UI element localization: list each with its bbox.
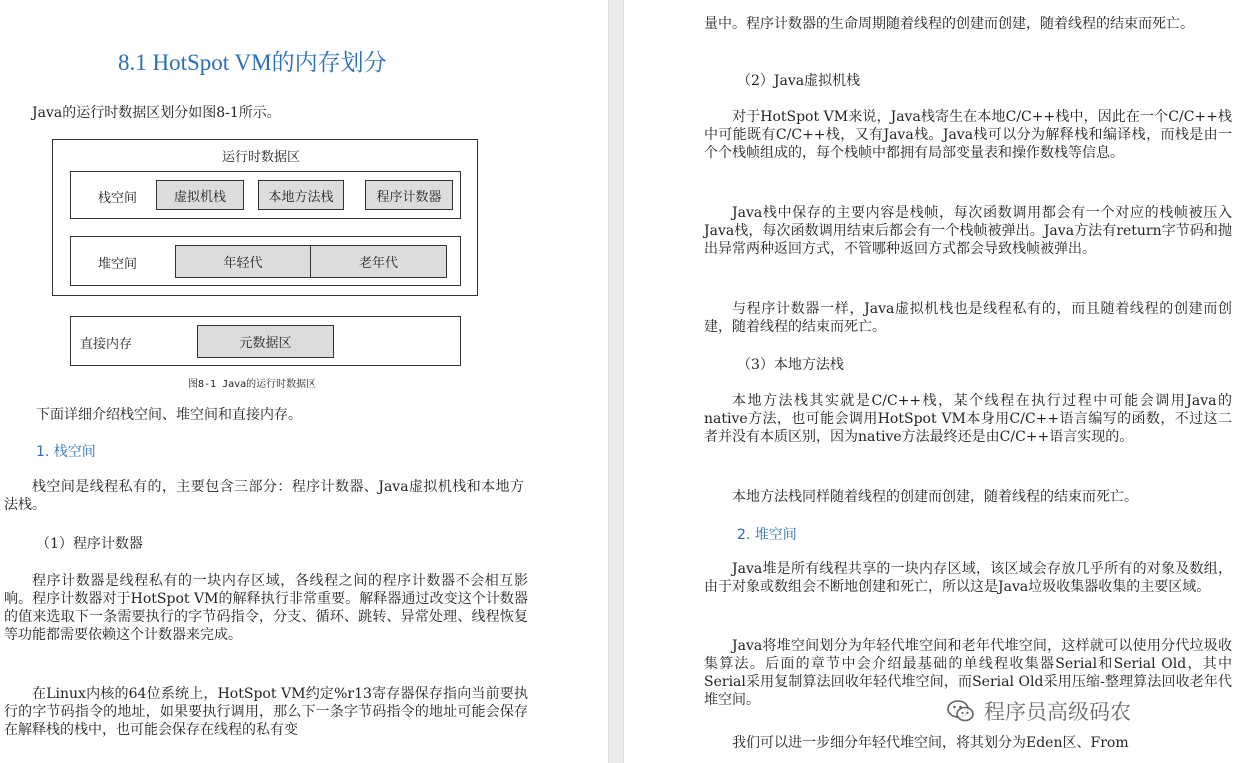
young-gen-cell: 年轻代 [175,245,311,278]
subheading-native-stack: （3）本地方法栈 [737,357,844,373]
lead-paragraph: 下面详细介绍栈空间、堆空间和直接内存。 [36,407,302,423]
runtime-data-area-title: 运行时数据区 [222,150,301,165]
old-gen-cell: 老年代 [310,245,447,278]
figure-caption: 图8-1 Java的运行时数据区 [188,379,317,390]
wechat-icon [946,698,976,724]
metaspace-cell: 元数据区 [197,325,334,358]
program-counter-paragraph: 程序计数器是线程私有的一块内存区域，各线程之间的程序计数器不会相互影响。程序计数器对于HotSpot VM的解释执行非常重要。解释器通过改变这个计数器的值来选取下一条需要执行的字节码指令，分支、循环、跳转、异常处理、线程恢复等功能都需要依赖这个计数器来完成。 [4,573,528,643]
jvm-stack-paragraph: 对于HotSpot VM来说，Java栈寄生在本地C/C++栈中，因此在一个C/C++栈中可能既有C/C++栈，又有Java栈。Java栈可以分为解释栈和编译栈，而栈是由一个个栈帧组成的，每个栈帧中都拥有局部变量表和操作数栈等信息。 [704,109,1232,161]
linux-register-paragraph: 在Linux内核的64位系统上，HotSpot VM约定%r13寄存器保存指向当前要执行的字节码指令的地址，如果要执行调用，那么下一条字节码指令的地址可能会保存在解释栈的栈中，也可能会保存在线程的私有变 [4,686,528,738]
stack-space-label: 栈空间 [98,191,138,206]
section-heading-heap: 2. 堆空间 [737,527,797,543]
program-counter-cell: 程序计数器 [365,180,453,210]
chapter-title: 8.1 HotSpot VM的内存划分 [118,50,387,75]
section-heading-stack: 1. 栈空间 [36,444,96,460]
stack-frame-paragraph: Java栈中保存的主要内容是栈帧，每次函数调用都会有一个对应的栈帧被压入Java栈，每次函数调用结束后都会有一个栈帧被弹出。Java方法有return字节码和抛出异常两种返回方式，不管哪种返回方式都会导致栈帧被弹出。 [704,205,1232,257]
native-stack-paragraph: 本地方法栈其实就是C/C++栈，某个线程在执行过程中可能会调用Java的native方法，也可能会调用HotSpot VM本身用C/C++语言编写的函数，不过这二者并没有本质区别，因为native方法最终还是由C/C++语言实现的。 [704,393,1232,445]
jvm-stack-cell: 虚拟机栈 [156,180,244,210]
heap-paragraph: Java堆是所有线程共享的一块内存区域，该区域会存放几乎所有的对象及数组，由于对象或数组会不断地创建和死亡，所以这是Java垃圾收集器收集的主要区域。 [704,561,1232,595]
stack-space-paragraph: 栈空间是线程私有的，主要包含三部分：程序计数器、Java虚拟机栈和本地方法栈。 [4,479,524,513]
wechat-watermark [946,694,1206,728]
left-page [0,0,608,763]
heap-space-label: 堆空间 [98,257,138,272]
subheading-jvm-stack: （2）Java虚拟机栈 [737,73,861,89]
subheading-program-counter: （1）程序计数器 [36,536,143,552]
right-page [624,0,1238,763]
eden-paragraph: 我们可以进一步细分年轻代堆空间，将其划分为Eden区、From [732,735,1129,751]
jvm-stack-private-paragraph: 与程序计数器一样，Java虚拟机栈也是线程私有的，而且随着线程的创建而创建，随着线程的结束而死亡。 [704,301,1232,335]
intro-paragraph: Java的运行时数据区划分如图8-1所示。 [32,105,281,121]
native-stack-lifecycle-paragraph: 本地方法栈同样随着线程的创建而创建，随着线程的结束而死亡。 [732,489,1138,505]
direct-memory-label: 直接内存 [80,337,133,352]
page-gutter [608,0,624,763]
generational-heap-paragraph: Java将堆空间划分为年轻代堆空间和老年代堆空间，这样就可以使用分代垃圾收集算法。后面的章节中会介绍最基础的单线程收集器Serial和Serial Old，其中Serial采用复制算法回收年轻代堆空间，而Serial Old采用压缩-整理算法回收老年代堆空间。 [704,638,1232,708]
continued-paragraph: 量中。程序计数器的生命周期随着线程的创建而创建，随着线程的结束而死亡。 [704,16,1194,32]
native-method-stack-cell: 本地方法栈 [258,180,344,210]
watermark-text: 程序员高级码农 [984,700,1131,724]
